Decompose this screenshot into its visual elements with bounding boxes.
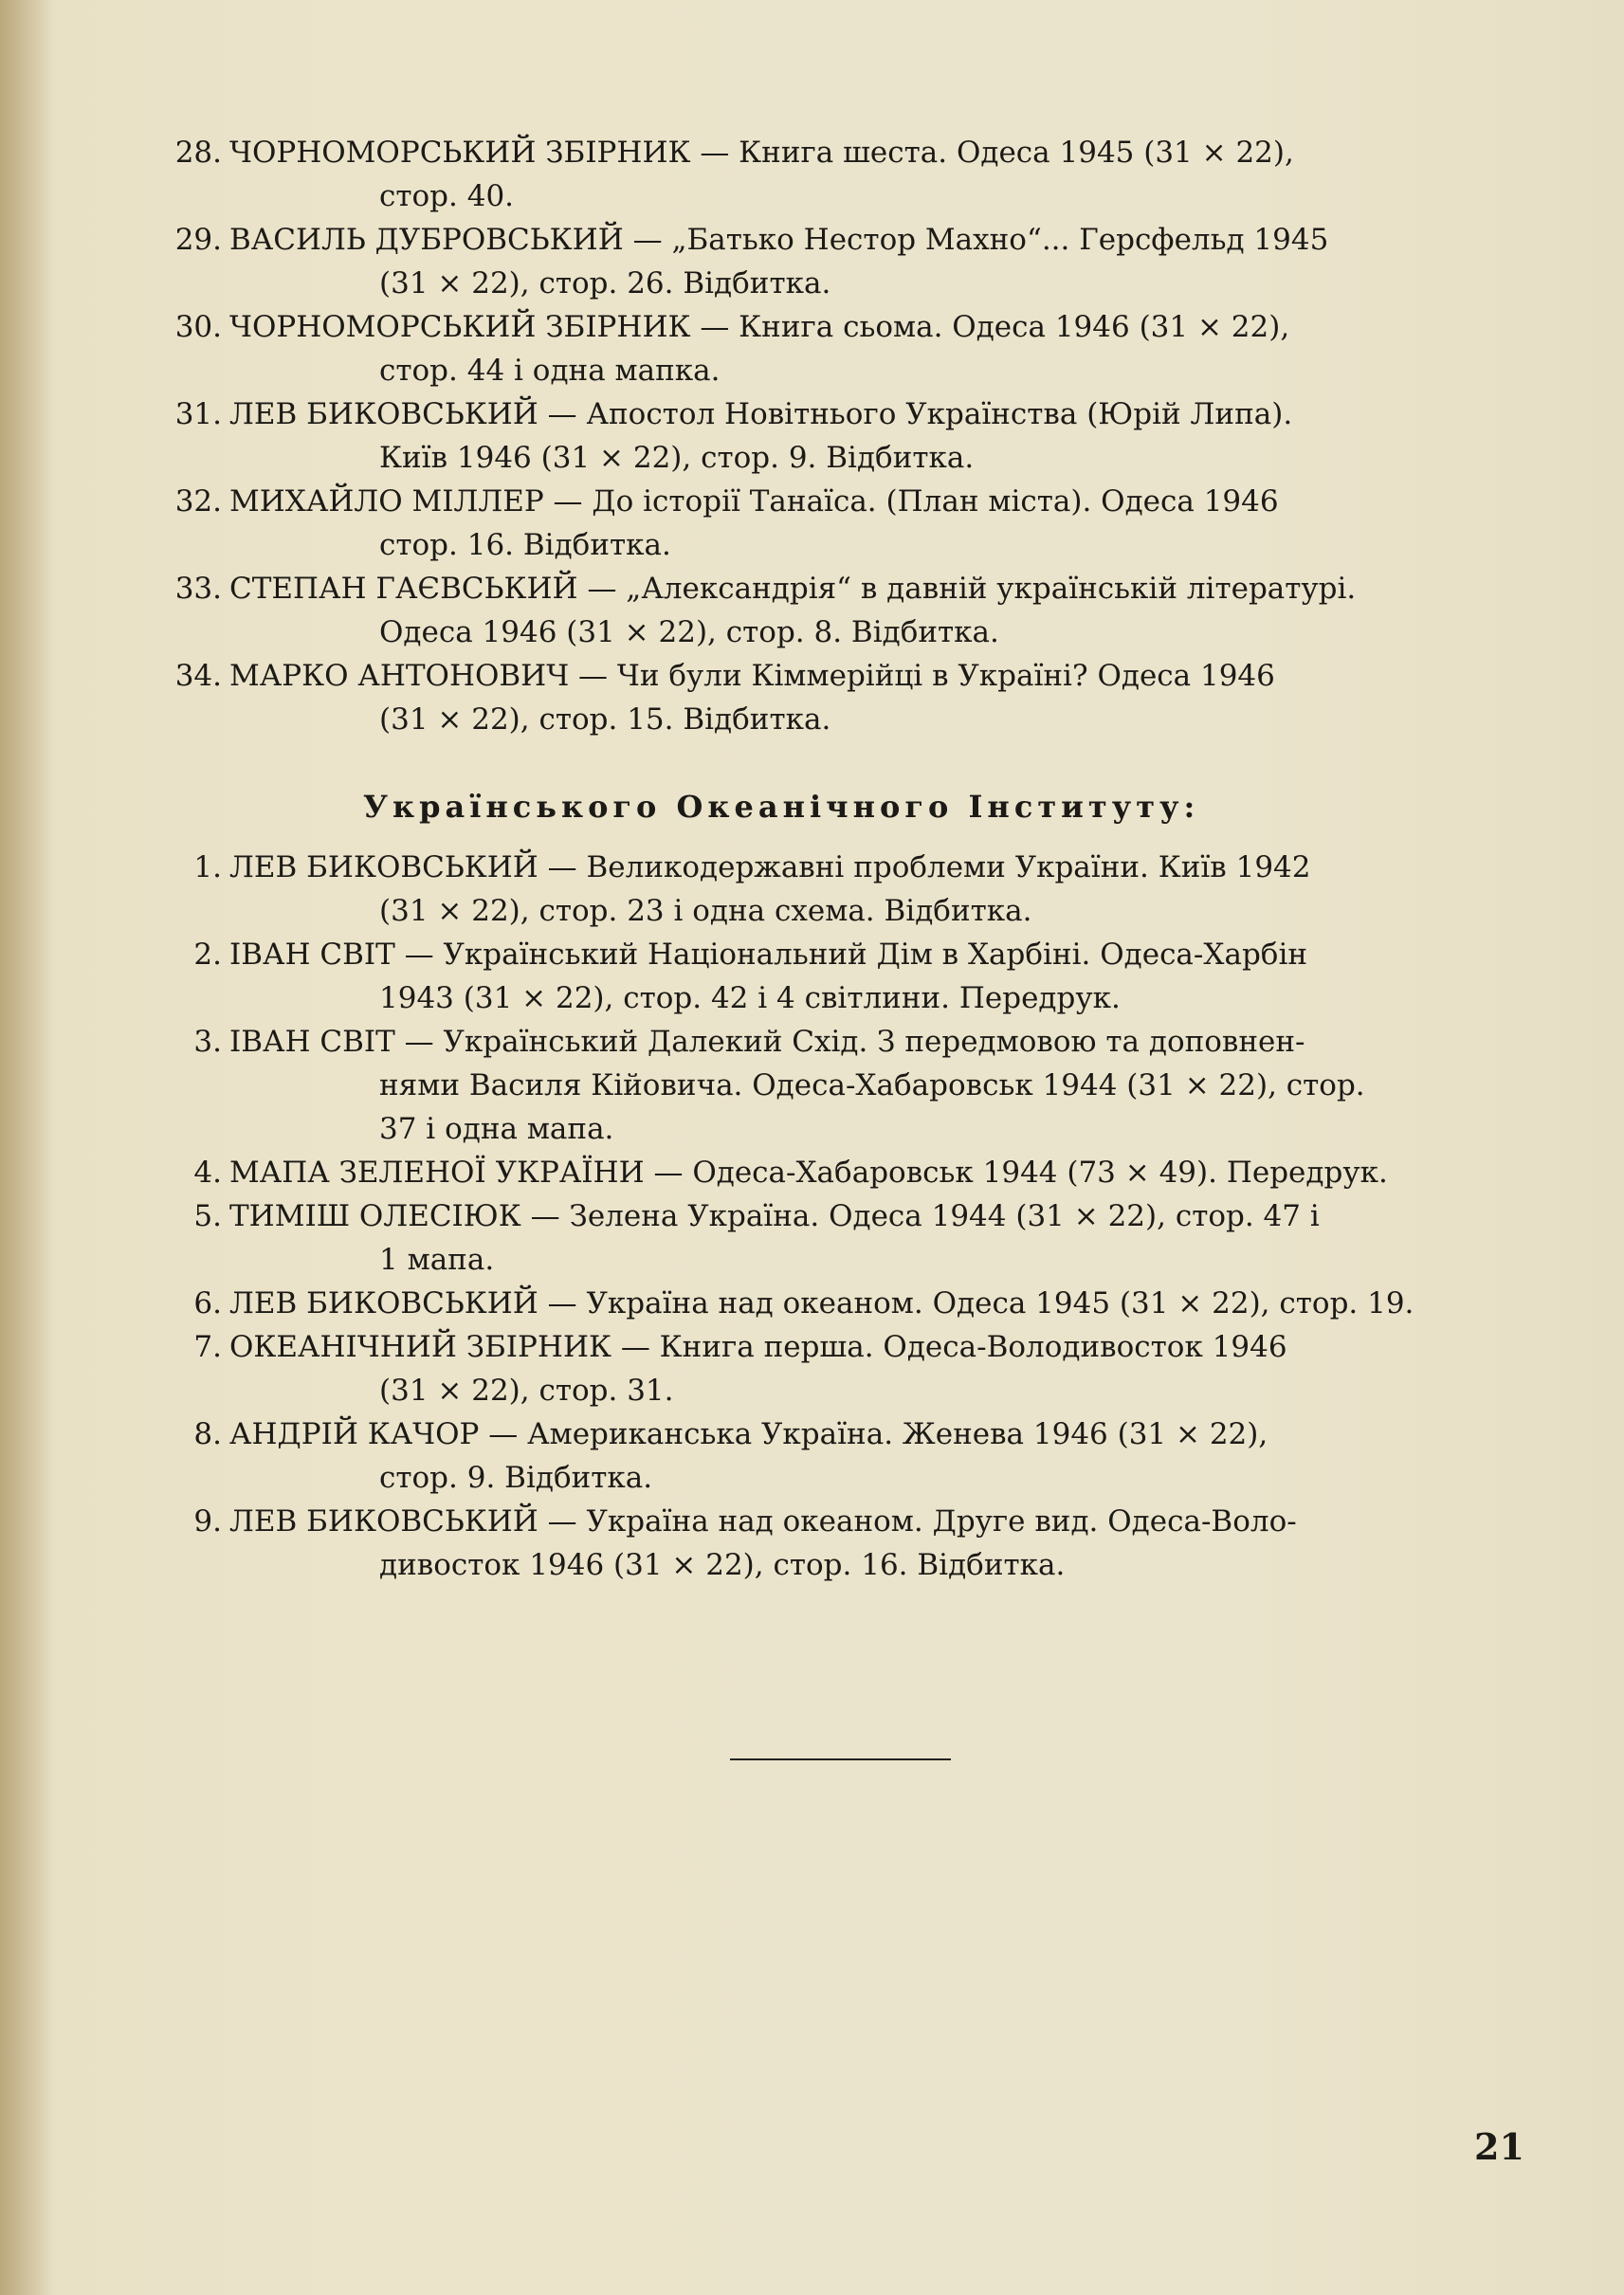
list-item [152,392,1507,480]
bibliography-list-continued [152,131,1507,741]
institute-publications-list [152,846,1507,1587]
paper-edge-stain [0,0,57,2295]
entry-number: 28. [174,136,222,170]
list-item [152,1325,1507,1412]
entry-text: ОКЕАНІЧНИЙ ЗБІРНИК — Книга перша. Одеса-Володивосток 1946 (31 × 22), стор. 31. [229,1330,1287,1408]
list-item [152,933,1507,1020]
entry-number: 3. [193,1025,222,1059]
entry-text: МАПА ЗЕЛЕНОЇ УКРАЇНИ — Одеса-Хабаровськ 1944 (73 × 49). Передрук. [229,1156,1388,1190]
entry-text: МИХАЙЛО МІЛЛЕР — До історії Танаїса. (План міста). Одеса 1946 стор. 16. Відбитка. [229,484,1279,562]
entry-text: ВАСИЛЬ ДУБРОВСЬКИЙ — „Батько Нестор Махно“... Герсфельд 1945 (31 × 22), стор. 26. Відбитка. [229,223,1329,301]
end-divider [730,1758,951,1760]
list-item [152,1194,1507,1282]
list-item [152,1020,1507,1151]
list-item [152,1151,1507,1194]
entry-text: ЛЕВ БИКОВСЬКИЙ — Апостол Новітнього Українства (Юрій Липа). Київ 1946 (31 × 22), стор. 9. Відбитка. [229,397,1293,475]
entry-number: 9. [193,1504,222,1539]
entry-number: 4. [193,1156,222,1190]
entry-number: 8. [193,1417,222,1451]
page-number: 21 [1474,2125,1524,2168]
entry-number: 32. [174,484,222,519]
list-item [152,846,1507,933]
list-item [152,131,1507,218]
entry-number: 29. [174,223,222,257]
entry-text: ТИМІШ ОЛЕСІЮК — Зелена Україна. Одеса 1944 (31 × 22), стор. 47 і 1 мапа. [229,1199,1320,1277]
list-item [152,654,1507,741]
entry-text: ЛЕВ БИКОВСЬКИЙ — Україна над океаном. Одеса 1945 (31 × 22), стор. 19. [229,1286,1414,1321]
list-item [152,567,1507,654]
entry-number: 6. [193,1286,222,1321]
entry-number: 31. [174,397,222,431]
entry-text: МАРКО АНТОНОВИЧ — Чи були Кіммерійці в Україні? Одеса 1946 (31 × 22), стор. 15. Відбитка. [229,659,1275,737]
entry-text: ЛЕВ БИКОВСЬКИЙ — Україна над океаном. Друге вид. Одеса-Воло- дивосток 1946 (31 × 22), стор. 16. Відбитка. [229,1504,1297,1582]
entry-text: ЧОРНОМОРСЬКИЙ ЗБІРНИК — Книга шеста. Одеса 1945 (31 × 22), стор. 40. [229,136,1294,213]
list-item [152,218,1507,305]
entry-number: 7. [193,1330,222,1364]
list-item [152,1412,1507,1500]
list-item [152,1282,1507,1325]
list-item [152,480,1507,567]
entry-text: ЧОРНОМОРСЬКИЙ ЗБІРНИК — Книга сьома. Одеса 1946 (31 × 22), стор. 44 і одна мапка. [229,310,1290,388]
entry-number: 5. [193,1199,222,1233]
entry-text: ІВАН СВІТ — Український Далекий Схід. З передмовою та доповнен- нями Василя Кійовича. Одеса-Хабаровськ 1944 (31 × 22), стор. 37 і одна мапа. [229,1025,1365,1146]
entry-number: 30. [174,310,222,344]
list-item [152,305,1507,392]
entry-text: ЛЕВ БИКОВСЬКИЙ — Великодержавні проблеми України. Київ 1942 (31 × 22), стор. 23 і одна схема. Відбитка. [229,850,1311,928]
entry-number: 2. [193,938,222,972]
entry-text: ІВАН СВІТ — Український Національний Дім в Харбіні. Одеса-Харбін 1943 (31 × 22), стор. 42 і 4 світлини. Передрук. [229,938,1308,1015]
entry-text: АНДРІЙ КАЧОР — Американська Україна. Женева 1946 (31 × 22), стор. 9. Відбитка. [229,1417,1268,1495]
entry-text: СТЕПАН ГАЄВСЬКИЙ — „Александрія“ в давній українській літературі. Одеса 1946 (31 × 22), стор. 8. Відбитка. [229,572,1357,649]
entry-number: 1. [193,850,222,884]
entry-number: 33. [174,572,222,606]
list-item [152,1500,1507,1587]
entry-number: 34. [174,659,222,693]
section-heading: Українського Океанічного Інституту: [363,789,1200,825]
